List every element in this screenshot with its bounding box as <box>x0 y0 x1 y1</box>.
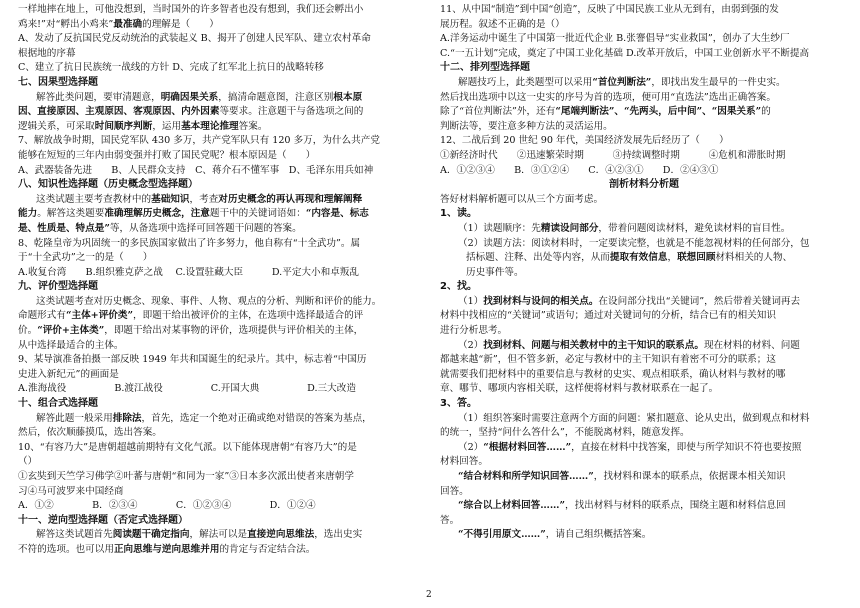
text-span: 题干中的关键词语如： <box>209 208 306 220</box>
text-span: 答案。 <box>238 120 268 132</box>
emphasis-text: “主体+评价类” <box>65 310 134 322</box>
text-span: 能够在短短的三年内由弱变强并打败了国民党呢？根本原因是（ ） <box>18 149 316 161</box>
text-span: （1） <box>458 295 484 307</box>
text-span: 解答此题一般采用 <box>36 412 113 424</box>
text-line <box>440 368 848 383</box>
text-span: 材料中找相应的“关键词”或语句；通过对关键词句的分析，结合已有的相关知识 <box>440 310 776 322</box>
text-line <box>440 3 848 18</box>
right-column <box>440 3 848 543</box>
text-line <box>440 164 848 179</box>
text-span: 等，从备选项中选择可回答题干问题的答案。 <box>109 222 302 234</box>
text-line <box>18 324 422 339</box>
section-title <box>440 178 848 193</box>
text-span: 材料相关的人物、 <box>715 252 793 264</box>
text-line <box>440 134 848 149</box>
text-span: 的 <box>761 106 771 118</box>
text-span: ①新经济时代 ②迅速繁荣时期 ③持续调整时期 ④危机和滞胀时期 <box>440 149 786 161</box>
text-line <box>18 455 422 470</box>
text-line <box>18 207 422 222</box>
paragraph-line <box>18 528 422 543</box>
text-line <box>440 193 848 208</box>
text-line <box>18 485 422 500</box>
text-span: 。解答这类题要 <box>37 208 105 220</box>
text-span: ，即题干给出被评价的主体，在选项中选择最适合的评 <box>133 310 364 322</box>
text-span: ，请自己组织概括答案。 <box>545 529 652 541</box>
text-span: A、发动了反抗国民党反动统治的武装起义 B、揭开了创建人民军队、建立农村革命 <box>18 33 371 45</box>
text-span: 十一、逆向型选择题（否定式选择题） <box>18 514 188 526</box>
emphasis-text: 找到材料、问题与相关教材中的主干知识的联系点。 <box>483 339 704 351</box>
text-span: ，带着问题阅读材料，避免读材料的盲目性。 <box>598 222 791 234</box>
emphasis-text: 根本原 <box>333 91 363 103</box>
paragraph-line <box>440 222 848 237</box>
text-span: 答好材料解析题可以从三个方面考虑。 <box>440 193 604 205</box>
text-span: C、建立了抗日民族统一战线的方针 D、完成了红军北上抗日的战略转移 <box>18 62 324 74</box>
section-heading <box>18 178 422 193</box>
text-span: 除了“首位判断法”外，还有 <box>440 106 556 118</box>
text-span: ，直接在材料中找答案，即使与所学知识不符也要按照 <box>571 441 802 453</box>
paragraph-line <box>440 499 848 514</box>
emphasis-text: 正向思维与逆向思维并用 <box>113 543 220 555</box>
text-span: A、武器装备先进 B、人民群众支持 C、蒋介石不懂军事 D、毛泽东用兵如神 <box>18 164 374 176</box>
paragraph-line <box>440 412 848 427</box>
text-span: 7、解放战争时期，国民党军队 430 多万，共产党军队只有 120 多万，为什么共产党 <box>18 135 380 147</box>
paragraph-line <box>440 528 848 543</box>
text-line <box>18 266 422 281</box>
text-span: 现在材料的材料、问题 <box>703 339 800 351</box>
emphasis-text: “内容是、标志 <box>305 208 369 220</box>
text-span: ，找出材料与材料的联系点，围绕主题和材料信息回 <box>564 500 786 512</box>
text-line <box>440 149 848 164</box>
paragraph-line <box>18 295 422 310</box>
text-span: 习④马可波罗来中国经商 <box>18 485 124 497</box>
text-span: 答。 <box>440 514 460 526</box>
text-line <box>440 324 848 339</box>
text-span: （） <box>18 456 38 468</box>
paragraph-line <box>18 193 422 208</box>
paragraph-line <box>440 251 848 266</box>
text-span: 括标题、注释、出处等内容，从而 <box>466 252 610 264</box>
text-span: （1）读题顺序：先 <box>458 222 541 234</box>
text-span: 鸡来!”对“孵出小鸡来” <box>18 18 114 30</box>
text-span: 价。 <box>18 325 38 337</box>
text-span: （1）组织答案时需要注意两个方面的问题：紧扣题意、论从史出，做到观点和材料 <box>458 412 810 424</box>
section-heading <box>440 207 848 222</box>
text-span: 七、因果型选择题 <box>18 76 98 88</box>
text-span: ①玄奘到天竺学习佛学②叶蕃与唐朝“和同为一家”③日本多次派出使者来唐朝学 <box>18 471 354 482</box>
paragraph-line <box>440 441 848 456</box>
emphasis-text: 时间顺序判断 <box>94 120 153 132</box>
text-span: ，解法可以是 <box>189 529 248 541</box>
text-span: ，即找出发生最早的一件史实。 <box>651 76 786 88</box>
text-line <box>440 455 848 470</box>
text-line <box>440 353 848 368</box>
page-number: 2 <box>426 590 432 600</box>
text-span: 九、评价型选择题 <box>18 281 98 293</box>
text-line <box>440 514 848 529</box>
text-span: ，运用 <box>152 120 182 132</box>
left-column <box>18 3 422 558</box>
text-span: 判断法等，要注意多种方法的灵活运用。 <box>440 120 613 132</box>
text-line <box>18 61 422 76</box>
text-line <box>18 120 422 135</box>
text-span: 在设问部分找出“关键词”，然后带着关键词再去 <box>598 295 801 307</box>
text-span: 然后找出选项中以这一史实的序号为首的选项，便可用“直选法”选出正确答案。 <box>440 91 776 103</box>
text-line <box>18 47 422 62</box>
text-span: A．①②③④ B．③①②④ C．④②③① D．②④③① <box>440 164 719 176</box>
text-span: ，首先，选定一个绝对正确或绝对错误的答案为基点， <box>141 412 372 424</box>
emphasis-text: “首位判断法” <box>592 76 652 88</box>
text-span: 这类试题主要考查教材中的 <box>36 193 152 205</box>
text-span: ，选出史实 <box>314 529 363 541</box>
text-line <box>18 441 422 456</box>
text-span: 11、从中国“制造”到中国“创造”，反映了中国民族工业从无到有，由弱到强的发 <box>440 4 779 15</box>
text-span: 八、知识性选择题（历史概念型选择题） <box>18 179 198 191</box>
text-span: 这类试题考查对历史概念、现象、事件、人物、观点的分析、判断和评价的能力。 <box>36 295 382 307</box>
text-line <box>18 543 422 558</box>
paragraph-line <box>18 412 422 427</box>
section-heading <box>440 397 848 412</box>
emphasis-text: 提取有效信息 <box>609 252 668 264</box>
text-span: ，找材料和课本的联系点，依据课本相关知识 <box>593 471 786 482</box>
text-span: 解答这类试题首先 <box>36 529 113 541</box>
text-span: 的肯定与否定结合法。 <box>219 543 316 555</box>
text-line <box>18 309 422 324</box>
text-span: 一样地摔在地上，可他没想到，当时国外的许多智者也没有想到，我们还会孵出小 <box>18 4 364 15</box>
text-span: 剖析材料分析题 <box>609 179 679 191</box>
emphasis-text: 基本理论推理 <box>181 120 239 132</box>
text-span: 的统一，坚持“问什么答什么”，不能脱离材料，随意发挥。 <box>440 427 690 439</box>
emphasis-text: 因、直接原因、主观原因、客观原因、内外因素 <box>18 106 220 118</box>
text-line <box>440 120 848 135</box>
emphasis-text: 排除法 <box>112 412 142 424</box>
text-line <box>18 251 422 266</box>
text-line <box>440 91 848 106</box>
section-heading <box>18 280 422 295</box>
section-heading <box>18 514 422 529</box>
emphasis-text: 准确理解历史概念，注意 <box>104 208 210 220</box>
text-span: 于“十全武功”之一的是（ ） <box>18 252 153 264</box>
text-span: 逻辑关系，可采取 <box>18 120 95 132</box>
text-span: 根据地的序幕 <box>18 47 76 59</box>
text-span: 回答。 <box>440 485 469 497</box>
emphasis-text: 找到材料与设问的相关点。 <box>483 295 599 307</box>
section-heading <box>440 61 848 76</box>
text-span: A．①② B．②③④ C．①②③④ D．①②④ <box>18 500 316 512</box>
text-line <box>440 426 848 441</box>
section-heading <box>18 397 422 412</box>
text-line <box>18 237 422 252</box>
text-line <box>18 339 422 354</box>
emphasis-text: “综合以上材料回答……” <box>458 500 565 512</box>
text-span: 就需要我们把材料中的重要信息与教材的史实、观点相联系，确认材料与教材的哪 <box>440 368 786 380</box>
paragraph-line <box>18 91 422 106</box>
text-line <box>18 134 422 149</box>
paragraph-line <box>440 295 848 310</box>
text-span: 材料回答。 <box>440 456 488 468</box>
text-span: 从中选择最适合的主体。 <box>18 339 124 351</box>
paragraph-line <box>440 76 848 91</box>
text-span: 的理解是（ ） <box>142 18 219 30</box>
text-span: ， <box>667 252 678 264</box>
text-line <box>440 32 848 47</box>
text-span: A.淮海战役 B.渡江战役 C.开国大典 D.三大改造 <box>18 383 356 395</box>
paragraph-line <box>440 266 848 281</box>
text-span: 3、答。 <box>440 398 477 410</box>
text-line <box>18 164 422 179</box>
text-span: 命题形式有 <box>18 310 66 322</box>
text-line <box>18 353 422 368</box>
emphasis-text: “根据材料回答……” <box>483 441 572 453</box>
emphasis-text: 能力 <box>18 208 38 220</box>
text-span: （2） <box>458 441 484 453</box>
text-span: 解题技巧上，此类题型可以采用 <box>458 76 593 88</box>
text-span: A.收复台湾 B.组织雅克萨之战 C.设置驻藏大臣 D.平定大小和卓叛乱 <box>18 266 359 278</box>
text-span: 9、某导演准备拍摄一部反映 1949 年共和国诞生的纪录片。其中，标志着“中国历 <box>18 354 367 366</box>
text-span: ，即题干给出对某事物的评价，选项提供与评价相关的主体， <box>104 325 364 337</box>
emphasis-text: 基础知识 <box>151 193 190 205</box>
text-span: 历史事件等。 <box>466 266 524 278</box>
text-span: 8、乾隆皇帝为巩固统一的多民族国家做出了许多努力，他自称有“十全武功”。属 <box>18 237 361 249</box>
emphasis-text: 最准确 <box>113 18 143 30</box>
emphasis-text: “评价+主体类” <box>37 325 105 337</box>
text-line <box>18 149 422 164</box>
text-line <box>440 105 848 120</box>
text-line <box>18 105 422 120</box>
text-line <box>18 3 422 18</box>
text-line <box>18 470 422 485</box>
text-line <box>18 18 422 33</box>
text-line <box>18 368 422 383</box>
text-span: 10、“有容乃大”是唐朝超越前期特有文化气派。以下能体现唐朝“有容乃大”的是 <box>18 441 357 453</box>
text-line <box>440 309 848 324</box>
emphasis-text: “尾端判断法”、“先两头，后中间”、“因果关系” <box>555 106 762 118</box>
text-span: 史进入新纪元”的画面是 <box>18 368 119 380</box>
text-line <box>18 499 422 514</box>
emphasis-text: 精读设问部分 <box>540 222 599 234</box>
section-heading <box>440 280 848 295</box>
text-span: 展历程。叙述不正确的是（） <box>440 18 565 30</box>
emphasis-text: 直接逆向思维法 <box>247 529 315 541</box>
text-span: （2） <box>458 339 484 351</box>
text-span: 十二、排列型选择题 <box>440 62 530 74</box>
text-span: 等要求。注意题干与备选项之间的 <box>219 106 364 118</box>
text-line <box>440 382 848 397</box>
text-span: 章、哪节、哪项内容相关联，这样便将材料与教材联系在一起了。 <box>440 383 719 395</box>
text-line <box>18 426 422 441</box>
emphasis-text: “结合材料和所学知识回答……” <box>458 471 594 482</box>
text-span: 2、找。 <box>440 281 477 293</box>
text-span: 12、二战后到 20 世纪 90 年代，美国经济发展先后经历了（ ） <box>440 135 729 147</box>
text-span: （2）读题方法：阅读材料时，一定要读完整，也就是不能忽视材料的任何部分，包 <box>458 237 810 249</box>
text-line <box>18 32 422 47</box>
text-line <box>440 47 848 62</box>
section-heading <box>18 76 422 91</box>
emphasis-text: 阅读题干确定指向 <box>112 529 190 541</box>
emphasis-text: 是、性质是、特点是” <box>18 222 110 234</box>
text-span: 十、组合式选择题 <box>18 398 98 410</box>
emphasis-text: 联想回顾 <box>677 252 716 264</box>
text-line <box>440 485 848 500</box>
text-span: 然后，依次顺藤摸瓜，选出答案。 <box>18 427 162 439</box>
emphasis-text: 对历史概念的再认再现和理解阐释 <box>218 193 363 205</box>
text-span: 进行分析思考。 <box>440 325 508 337</box>
text-span: 不符的选项。也可以用 <box>18 543 114 555</box>
emphasis-text: 明确因果关系 <box>160 91 219 103</box>
text-span: 都越来越“新”，但不管多新，必定与教材中的主干知识有着密不可分的联系；这 <box>440 354 776 366</box>
emphasis-text: “不得引用原文……” <box>458 529 546 541</box>
text-span: C.“一五计划”完成，奠定了中国工业化基础 D.改革开放后，中国工业创新水平不断提高 <box>440 47 810 59</box>
text-span: 解答此类问题，要审清题意， <box>36 91 161 103</box>
text-line <box>18 382 422 397</box>
text-span: ，搞清命题意图，注意区别 <box>218 91 334 103</box>
text-span: 1、读。 <box>440 208 477 220</box>
text-line <box>18 222 422 237</box>
paragraph-line <box>440 237 848 252</box>
paragraph-line <box>440 339 848 354</box>
paragraph-line <box>440 470 848 485</box>
text-span: A.洋务运动中诞生了中国第一批近代企业 B.张謇倡导“实业救国”，创办了大生纱厂 <box>440 33 790 45</box>
text-span: ，考查 <box>189 193 219 205</box>
text-line <box>440 18 848 33</box>
